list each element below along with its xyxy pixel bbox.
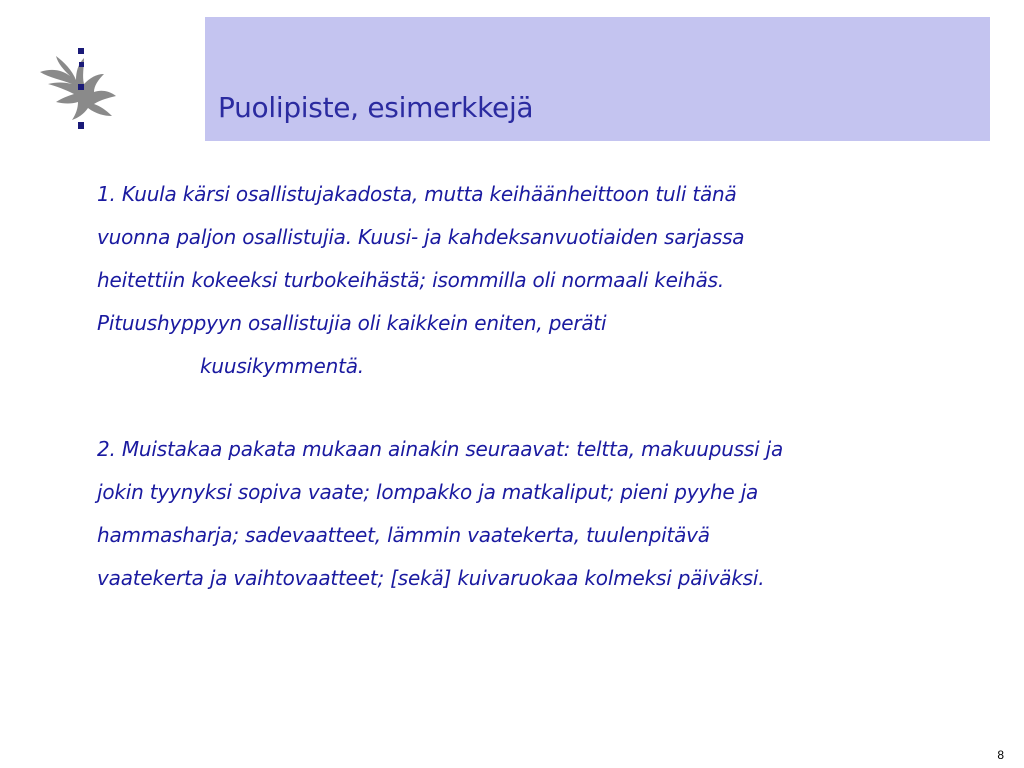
paragraph-spacer	[97, 393, 987, 433]
slide-body	[97, 178, 987, 605]
paragraph2-line: jokin tyynyksi sopiva vaate; lompakko ja matkaliput; pieni pyyhe ja	[97, 480, 759, 504]
slide-title: Puolipiste, esimerkkejä	[218, 91, 534, 124]
paragraph2-line: 2. Muistakaa pakata mukaan ainakin seuraavat: teltta, makuupussi ja	[97, 437, 784, 461]
paragraph1-line: kuusikymmentä.	[200, 354, 364, 378]
paragraph1-line: Pituushyppyyn osallistujia oli kaikkein eniten, peräti	[97, 311, 607, 335]
paragraph2-line: hammasharja; sadevaatteet, lämmin vaatekerta, tuulenpitävä	[97, 523, 710, 547]
university-flame-logo-icon	[34, 44, 126, 136]
paragraph2-line: vaatekerta ja vaihtovaatteet; [sekä] kuivaruokaa kolmeksi päiväksi.	[97, 566, 765, 590]
title-bar	[205, 17, 990, 141]
paragraph1-line: 1. Kuula kärsi osallistujakadosta, mutta keihäänheittoon tuli tänä	[97, 182, 737, 206]
page-number: 8	[997, 748, 1004, 762]
paragraph1-line: heitettiin kokeeksi turbokeihästä; isommilla oli normaali keihäs.	[97, 268, 725, 292]
paragraph1-line: vuonna paljon osallistujia. Kuusi- ja kahdeksanvuotiaiden sarjassa	[97, 225, 745, 249]
